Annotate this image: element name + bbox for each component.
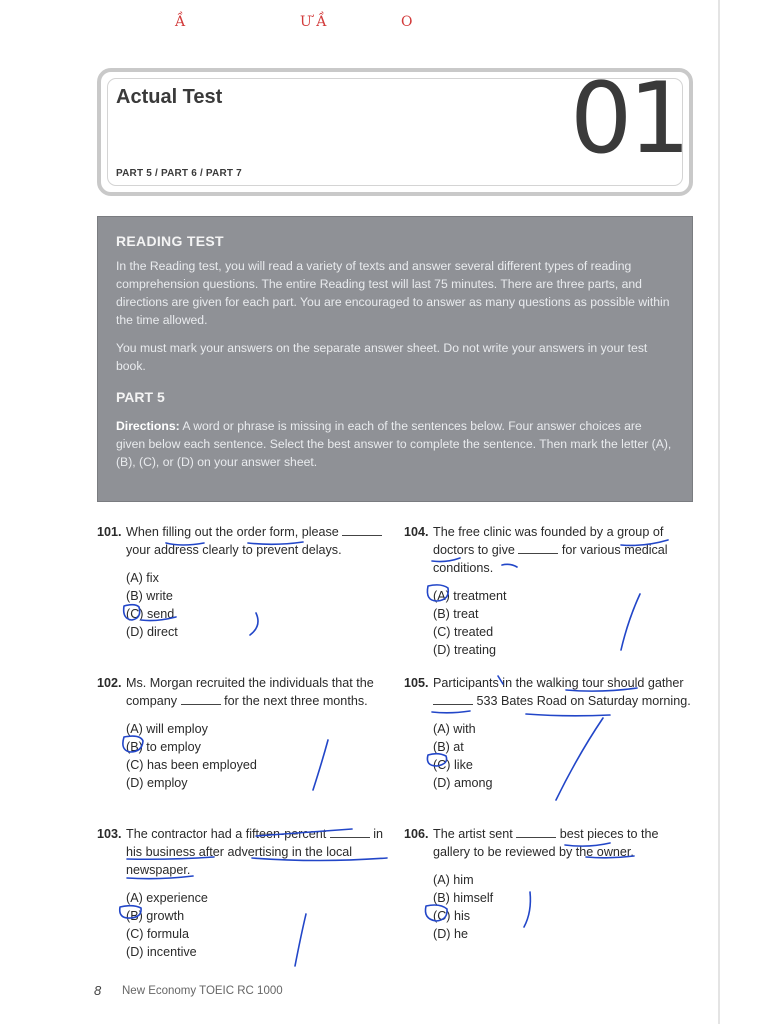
question-number: 101. bbox=[97, 525, 122, 539]
parts-label: PART 5 / PART 6 / PART 7 bbox=[116, 168, 242, 179]
question-text bbox=[126, 523, 387, 559]
question-text-before: The free clinic was founded by a group of doctors to give bbox=[433, 525, 664, 557]
option-b[interactable]: (B) growth bbox=[126, 909, 185, 923]
question-text-before: Ms. Morgan recruited the individuals that the company bbox=[126, 676, 374, 708]
question-text-before: The artist sent bbox=[433, 827, 517, 841]
question-number: 104. bbox=[404, 525, 429, 539]
option-b[interactable]: (B) treat bbox=[433, 607, 479, 621]
question-104 bbox=[404, 523, 694, 659]
option-d[interactable]: (D) incentive bbox=[126, 945, 197, 959]
directions-paragraph bbox=[116, 417, 674, 471]
question-number: 106. bbox=[404, 827, 429, 841]
answer-options bbox=[126, 889, 387, 961]
answer-sheet-paragraph: You must mark your answers on the separate answer sheet. Do not write your answers in your test book. bbox=[116, 341, 648, 373]
option-b[interactable]: (B) at bbox=[433, 740, 464, 754]
question-text-after: for various medical conditions. bbox=[433, 543, 668, 575]
question-103 bbox=[97, 825, 387, 961]
question-text-before: Participants in the walking tour should gather bbox=[433, 676, 684, 690]
question-text bbox=[433, 523, 694, 577]
book-title: New Economy TOEIC RC 1000 bbox=[122, 985, 283, 997]
question-text bbox=[126, 674, 387, 710]
answer-blank bbox=[518, 541, 558, 554]
option-d[interactable]: (D) treating bbox=[433, 643, 496, 657]
option-d[interactable]: (D) direct bbox=[126, 625, 178, 639]
question-text-before: The contractor had a fifteen-percent bbox=[126, 827, 330, 841]
test-number: 01 bbox=[570, 62, 687, 176]
part-heading: PART 5 bbox=[116, 389, 165, 405]
question-number: 105. bbox=[404, 676, 429, 690]
scan-mark: Ầ bbox=[175, 14, 186, 30]
answer-options bbox=[433, 587, 694, 659]
answer-blank bbox=[516, 825, 556, 838]
reading-intro-paragraph: In the Reading test, you will read a variety of texts and answer several different types of reading comprehension questions. The entire Reading test will last 75 minutes. There are three parts, and directions are given for each part. You are encouraged to answer as many questions as possible within the time allowed. bbox=[116, 259, 670, 327]
option-b[interactable]: (B) write bbox=[126, 589, 173, 603]
option-d[interactable]: (D) employ bbox=[126, 776, 188, 790]
option-a[interactable]: (A) experience bbox=[126, 891, 208, 905]
question-text-after: your address clearly to prevent delays. bbox=[126, 543, 342, 557]
answer-options bbox=[433, 871, 694, 943]
option-c[interactable]: (C) treated bbox=[433, 625, 494, 639]
page-title: Actual Test bbox=[116, 86, 223, 108]
question-text-before: When filling out the order form, please bbox=[126, 525, 343, 539]
answer-options bbox=[433, 720, 694, 792]
scan-mark: Ư Ầ bbox=[300, 14, 327, 30]
question-text-after: for the next three months. bbox=[220, 694, 368, 708]
answer-blank bbox=[342, 523, 382, 536]
answer-blank bbox=[433, 692, 473, 705]
question-text-after: best pieces to the gallery to be reviewed by the owner. bbox=[433, 827, 659, 859]
option-d[interactable]: (D) he bbox=[433, 927, 468, 941]
option-c[interactable]: (C) send bbox=[126, 607, 175, 621]
directions-text: A word or phrase is missing in each of the sentences below. Four answer choices are given below each sentence. Select the best answer to complete the sentence. Then mark the letter (A), (B), (C), or (D) on your answer sheet. bbox=[116, 419, 672, 469]
option-b[interactable]: (B) himself bbox=[433, 891, 494, 905]
question-text-after: 533 Bates Road on Saturday morning. bbox=[473, 694, 691, 708]
question-106 bbox=[404, 825, 694, 943]
answer-options bbox=[126, 569, 387, 641]
instructions-panel bbox=[97, 216, 693, 502]
question-101 bbox=[97, 523, 387, 641]
option-c[interactable]: (C) formula bbox=[126, 927, 189, 941]
scan-marks bbox=[0, 14, 768, 38]
question-text bbox=[433, 674, 694, 710]
answer-blank bbox=[330, 825, 370, 838]
answer-blank bbox=[181, 692, 221, 705]
option-c[interactable]: (C) has been employed bbox=[126, 758, 257, 772]
answer-options bbox=[126, 720, 387, 792]
option-a[interactable]: (A) fix bbox=[126, 571, 159, 585]
option-a[interactable]: (A) with bbox=[433, 722, 476, 736]
reading-test-heading: READING TEST bbox=[116, 233, 224, 249]
option-a[interactable]: (A) him bbox=[433, 873, 474, 887]
option-c[interactable]: (C) like bbox=[433, 758, 473, 772]
page-edge bbox=[718, 0, 720, 1024]
option-c[interactable]: (C) his bbox=[433, 909, 471, 923]
question-102 bbox=[97, 674, 387, 792]
question-text bbox=[433, 825, 694, 861]
option-a[interactable]: (A) treatment bbox=[433, 589, 507, 603]
option-d[interactable]: (D) among bbox=[433, 776, 493, 790]
question-text-after: in his business after advertising in the local newspaper. bbox=[126, 827, 384, 877]
question-number: 103. bbox=[97, 827, 122, 841]
question-text bbox=[126, 825, 387, 879]
question-105 bbox=[404, 674, 694, 792]
question-number: 102. bbox=[97, 676, 122, 690]
directions-label: Directions: bbox=[116, 419, 180, 433]
page-number: 8 bbox=[94, 983, 102, 998]
scan-mark: O bbox=[401, 14, 413, 30]
option-b[interactable]: (B) to employ bbox=[126, 740, 201, 754]
option-a[interactable]: (A) will employ bbox=[126, 722, 208, 736]
